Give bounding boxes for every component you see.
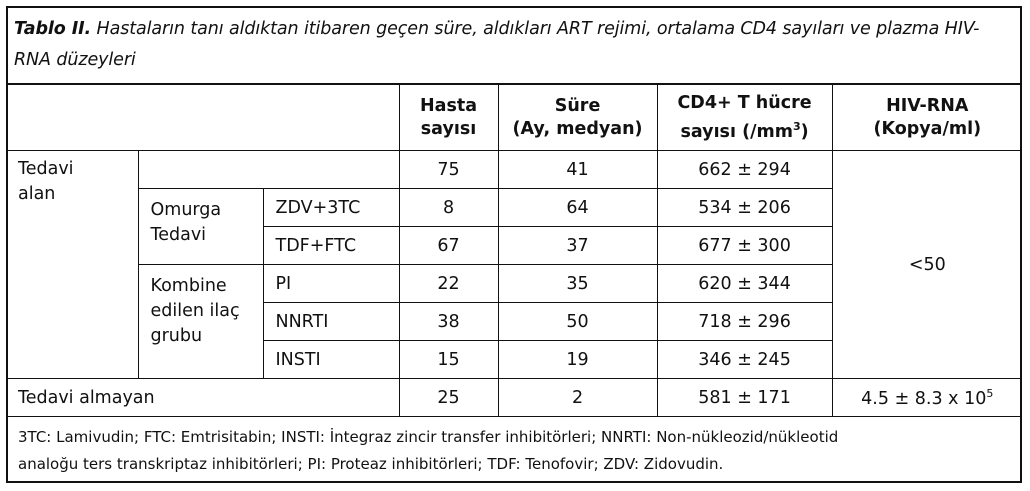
insti-label: INSTI: [263, 341, 399, 379]
footnote-line2: analoğu ters transkriptaz inhibitörleri; PI: Proteaz inhibitörleri; TDF: Tenofovir; ZDV: Zidovudin.: [18, 455, 724, 473]
header-cd4-line1: CD4+ T hücre: [677, 92, 812, 113]
hiv-treated-value: <50: [832, 151, 1022, 379]
zdv-cd4: 534 ± 206: [657, 189, 832, 227]
pi-cd4: 620 ± 344: [657, 265, 832, 303]
header-hiv-line1: HIV-RNA: [886, 95, 969, 116]
insti-hasta: 15: [399, 341, 498, 379]
header-hiv: [832, 84, 1022, 151]
pi-label: PI: [263, 265, 399, 303]
kombine-line3: grubu: [150, 326, 203, 346]
footnote-line1: 3TC: Lamivudin; FTC: Emtrisitabin; INSTI: İntegraz zincir transfer inhibitörleri; NNRTI: Non-nükleozid/nükleotid: [18, 428, 839, 446]
insti-cd4: 346 ± 245: [657, 341, 832, 379]
header-cd4-close: ): [800, 121, 809, 142]
tedavi-alan-hasta: 75: [399, 151, 498, 189]
caption-text: Hastaların tanı aldıktan itibaren geçen süre, aldıkları ART rejimi, ortalama CD4 sayıları ve plazma HIV-RNA düzeyleri: [14, 19, 980, 70]
almayan-label: Tedavi almayan: [6, 379, 399, 417]
tedavi-alan-sure: 41: [498, 151, 657, 189]
zdv-sure: 64: [498, 189, 657, 227]
tedavi-alan-empty: [138, 151, 399, 189]
header-hasta-line1: Hasta: [420, 95, 478, 116]
kombine-line1: Kombine: [150, 276, 227, 296]
tedavi-alan-label: [6, 151, 138, 379]
kombine-label: [138, 265, 263, 379]
tdf-hasta: 67: [399, 227, 498, 265]
header-cd4-sup: 3: [792, 119, 801, 133]
tdf-cd4: 677 ± 300: [657, 227, 832, 265]
header-hasta-line2: sayısı: [420, 118, 477, 139]
almayan-hiv: [832, 379, 1022, 417]
insti-sure: 19: [498, 341, 657, 379]
nnrti-cd4: 718 ± 296: [657, 303, 832, 341]
header-sure-line1: Süre: [554, 95, 601, 116]
nnrti-hasta: 38: [399, 303, 498, 341]
header-hiv-line2: (Kopya/ml): [873, 118, 982, 139]
header-empty-cell: [6, 84, 399, 151]
header-hasta: [399, 84, 498, 151]
pi-sure: 35: [498, 265, 657, 303]
almayan-hasta: 25: [399, 379, 498, 417]
data-table: [6, 83, 1022, 417]
tedavi-alan-cd4: 662 ± 294: [657, 151, 832, 189]
table-row: [6, 151, 1022, 189]
pi-hasta: 22: [399, 265, 498, 303]
header-cd4-line2: sayısı (/mm: [680, 121, 793, 142]
nnrti-label: NNRTI: [263, 303, 399, 341]
omurga-line1: Omurga: [150, 200, 222, 220]
nnrti-sure: 50: [498, 303, 657, 341]
zdv-hasta: 8: [399, 189, 498, 227]
tdf-label: TDF+FTC: [263, 227, 399, 265]
almayan-sure: 2: [498, 379, 657, 417]
tdf-sure: 37: [498, 227, 657, 265]
header-cd4: [657, 84, 832, 151]
almayan-cd4: 581 ± 171: [657, 379, 832, 417]
caption-label: Tablo II.: [14, 19, 92, 39]
omurga-label: [138, 189, 263, 265]
tedavi-alan-line1: Tedavi: [18, 159, 74, 179]
tedavi-alan-line2: alan: [18, 184, 56, 204]
kombine-line2: edilen ilaç: [150, 301, 240, 321]
omurga-line2: Tedavi: [150, 225, 207, 245]
almayan-hiv-base: 4.5 ± 8.3 x 10: [861, 388, 987, 409]
table-row: [6, 379, 1022, 417]
almayan-hiv-exp: 5: [986, 386, 994, 400]
table-caption: [14, 14, 1004, 76]
header-sure-line2: (Ay, medyan): [512, 118, 643, 139]
header-sure: [498, 84, 657, 151]
footnote: [18, 424, 1013, 478]
header-row: [6, 84, 1022, 151]
zdv-label: ZDV+3TC: [263, 189, 399, 227]
